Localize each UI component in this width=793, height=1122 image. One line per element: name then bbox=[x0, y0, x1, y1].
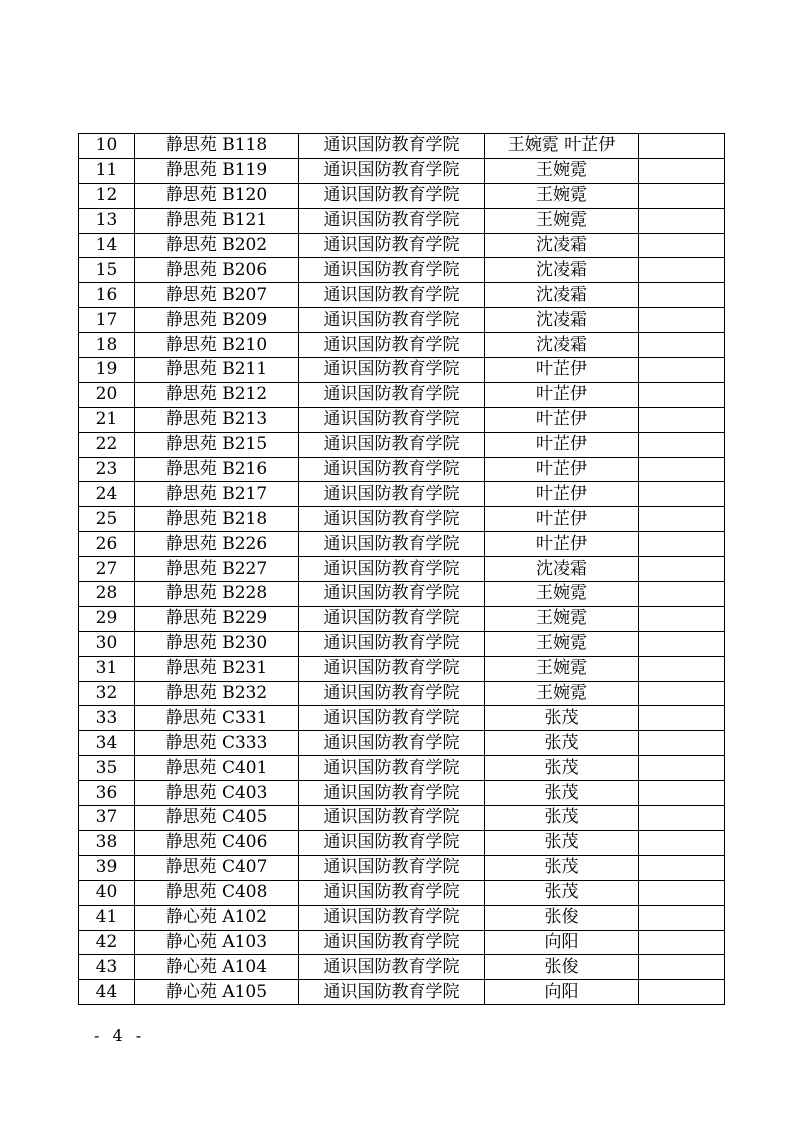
note-cell bbox=[639, 606, 725, 631]
room-cell: 静思苑 B213 bbox=[135, 407, 299, 432]
table-row bbox=[79, 183, 725, 208]
person-cell: 叶芷伊 bbox=[485, 432, 639, 457]
college-cell: 通识国防教育学院 bbox=[299, 731, 485, 756]
college-cell: 通识国防教育学院 bbox=[299, 930, 485, 955]
person-cell: 张茂 bbox=[485, 806, 639, 831]
room-cell: 静思苑 C401 bbox=[135, 756, 299, 781]
college-cell: 通识国防教育学院 bbox=[299, 407, 485, 432]
table-row bbox=[79, 532, 725, 557]
person-cell: 叶芷伊 bbox=[485, 532, 639, 557]
note-cell bbox=[639, 457, 725, 482]
table-row bbox=[79, 134, 725, 159]
note-cell bbox=[639, 183, 725, 208]
table-row bbox=[79, 731, 725, 756]
room-cell: 静思苑 C405 bbox=[135, 806, 299, 831]
note-cell bbox=[639, 308, 725, 333]
note-cell bbox=[639, 706, 725, 731]
note-cell bbox=[639, 158, 725, 183]
note-cell bbox=[639, 582, 725, 607]
room-cell: 静思苑 B207 bbox=[135, 283, 299, 308]
row-number-cell: 33 bbox=[79, 706, 135, 731]
college-cell: 通识国防教育学院 bbox=[299, 631, 485, 656]
note-cell bbox=[639, 134, 725, 159]
row-number-cell: 18 bbox=[79, 333, 135, 358]
note-cell bbox=[639, 806, 725, 831]
row-number-cell: 36 bbox=[79, 781, 135, 806]
row-number-cell: 12 bbox=[79, 183, 135, 208]
row-number-cell: 39 bbox=[79, 855, 135, 880]
table-row bbox=[79, 656, 725, 681]
note-cell bbox=[639, 382, 725, 407]
room-cell: 静思苑 B202 bbox=[135, 233, 299, 258]
college-cell: 通识国防教育学院 bbox=[299, 358, 485, 383]
table-row bbox=[79, 407, 725, 432]
college-cell: 通识国防教育学院 bbox=[299, 258, 485, 283]
room-assignment-table bbox=[78, 133, 725, 1005]
person-cell: 沈凌霜 bbox=[485, 333, 639, 358]
room-cell: 静思苑 B118 bbox=[135, 134, 299, 159]
room-cell: 静思苑 B212 bbox=[135, 382, 299, 407]
note-cell bbox=[639, 681, 725, 706]
person-cell: 王婉霓 bbox=[485, 656, 639, 681]
table-row bbox=[79, 980, 725, 1005]
table-row bbox=[79, 432, 725, 457]
row-number-cell: 30 bbox=[79, 631, 135, 656]
row-number-cell: 22 bbox=[79, 432, 135, 457]
college-cell: 通识国防教育学院 bbox=[299, 880, 485, 905]
table-body bbox=[79, 134, 725, 1005]
college-cell: 通识国防教育学院 bbox=[299, 158, 485, 183]
person-cell: 王婉霓 bbox=[485, 582, 639, 607]
table-row bbox=[79, 706, 725, 731]
person-cell: 张茂 bbox=[485, 880, 639, 905]
person-cell: 沈凌霜 bbox=[485, 308, 639, 333]
note-cell bbox=[639, 233, 725, 258]
room-cell: 静思苑 B209 bbox=[135, 308, 299, 333]
college-cell: 通识国防教育学院 bbox=[299, 905, 485, 930]
table-row bbox=[79, 233, 725, 258]
note-cell bbox=[639, 333, 725, 358]
note-cell bbox=[639, 482, 725, 507]
row-number-cell: 42 bbox=[79, 930, 135, 955]
note-cell bbox=[639, 283, 725, 308]
college-cell: 通识国防教育学院 bbox=[299, 457, 485, 482]
row-number-cell: 25 bbox=[79, 507, 135, 532]
room-cell: 静思苑 B211 bbox=[135, 358, 299, 383]
college-cell: 通识国防教育学院 bbox=[299, 656, 485, 681]
row-number-cell: 35 bbox=[79, 756, 135, 781]
college-cell: 通识国防教育学院 bbox=[299, 208, 485, 233]
room-cell: 静心苑 A105 bbox=[135, 980, 299, 1005]
table-row bbox=[79, 631, 725, 656]
person-cell: 沈凌霜 bbox=[485, 283, 639, 308]
note-cell bbox=[639, 631, 725, 656]
college-cell: 通识国防教育学院 bbox=[299, 183, 485, 208]
person-cell: 叶芷伊 bbox=[485, 457, 639, 482]
person-cell: 沈凌霜 bbox=[485, 233, 639, 258]
college-cell: 通识国防教育学院 bbox=[299, 855, 485, 880]
college-cell: 通识国防教育学院 bbox=[299, 806, 485, 831]
room-cell: 静心苑 A102 bbox=[135, 905, 299, 930]
table-row bbox=[79, 557, 725, 582]
row-number-cell: 17 bbox=[79, 308, 135, 333]
person-cell: 王婉霓 bbox=[485, 158, 639, 183]
row-number-cell: 27 bbox=[79, 557, 135, 582]
row-number-cell: 26 bbox=[79, 532, 135, 557]
note-cell bbox=[639, 507, 725, 532]
table-row bbox=[79, 283, 725, 308]
table-row bbox=[79, 382, 725, 407]
note-cell bbox=[639, 358, 725, 383]
person-cell: 叶芷伊 bbox=[485, 382, 639, 407]
college-cell: 通识国防教育学院 bbox=[299, 706, 485, 731]
college-cell: 通识国防教育学院 bbox=[299, 432, 485, 457]
row-number-cell: 37 bbox=[79, 806, 135, 831]
room-cell: 静思苑 C407 bbox=[135, 855, 299, 880]
note-cell bbox=[639, 830, 725, 855]
person-cell: 张茂 bbox=[485, 830, 639, 855]
note-cell bbox=[639, 557, 725, 582]
table-row bbox=[79, 880, 725, 905]
person-cell: 王婉霓 叶芷伊 bbox=[485, 134, 639, 159]
note-cell bbox=[639, 980, 725, 1005]
college-cell: 通识国防教育学院 bbox=[299, 482, 485, 507]
note-cell bbox=[639, 756, 725, 781]
college-cell: 通识国防教育学院 bbox=[299, 134, 485, 159]
table-row bbox=[79, 606, 725, 631]
row-number-cell: 29 bbox=[79, 606, 135, 631]
college-cell: 通识国防教育学院 bbox=[299, 507, 485, 532]
table-row bbox=[79, 781, 725, 806]
row-number-cell: 43 bbox=[79, 955, 135, 980]
college-cell: 通识国防教育学院 bbox=[299, 980, 485, 1005]
room-cell: 静思苑 B229 bbox=[135, 606, 299, 631]
table-row bbox=[79, 830, 725, 855]
table-row bbox=[79, 158, 725, 183]
person-cell: 王婉霓 bbox=[485, 208, 639, 233]
table-row bbox=[79, 208, 725, 233]
row-number-cell: 41 bbox=[79, 905, 135, 930]
person-cell: 张茂 bbox=[485, 756, 639, 781]
college-cell: 通识国防教育学院 bbox=[299, 283, 485, 308]
row-number-cell: 28 bbox=[79, 582, 135, 607]
room-cell: 静思苑 B218 bbox=[135, 507, 299, 532]
table-row bbox=[79, 930, 725, 955]
row-number-cell: 44 bbox=[79, 980, 135, 1005]
person-cell: 叶芷伊 bbox=[485, 407, 639, 432]
college-cell: 通识国防教育学院 bbox=[299, 308, 485, 333]
note-cell bbox=[639, 731, 725, 756]
room-cell: 静思苑 C406 bbox=[135, 830, 299, 855]
room-cell: 静思苑 B210 bbox=[135, 333, 299, 358]
row-number-cell: 31 bbox=[79, 656, 135, 681]
table-row bbox=[79, 582, 725, 607]
table-row bbox=[79, 482, 725, 507]
person-cell: 沈凌霜 bbox=[485, 258, 639, 283]
table-row bbox=[79, 756, 725, 781]
room-cell: 静心苑 A104 bbox=[135, 955, 299, 980]
room-cell: 静思苑 B227 bbox=[135, 557, 299, 582]
room-cell: 静思苑 C408 bbox=[135, 880, 299, 905]
college-cell: 通识国防教育学院 bbox=[299, 681, 485, 706]
page-number: - 4 - bbox=[94, 1026, 146, 1045]
row-number-cell: 20 bbox=[79, 382, 135, 407]
person-cell: 张茂 bbox=[485, 731, 639, 756]
person-cell: 叶芷伊 bbox=[485, 507, 639, 532]
table-row bbox=[79, 333, 725, 358]
college-cell: 通识国防教育学院 bbox=[299, 333, 485, 358]
row-number-cell: 21 bbox=[79, 407, 135, 432]
person-cell: 张茂 bbox=[485, 855, 639, 880]
person-cell: 张茂 bbox=[485, 781, 639, 806]
room-cell: 静思苑 C403 bbox=[135, 781, 299, 806]
college-cell: 通识国防教育学院 bbox=[299, 606, 485, 631]
room-cell: 静思苑 B120 bbox=[135, 183, 299, 208]
note-cell bbox=[639, 407, 725, 432]
room-cell: 静思苑 B217 bbox=[135, 482, 299, 507]
row-number-cell: 15 bbox=[79, 258, 135, 283]
college-cell: 通识国防教育学院 bbox=[299, 382, 485, 407]
college-cell: 通识国防教育学院 bbox=[299, 781, 485, 806]
note-cell bbox=[639, 880, 725, 905]
college-cell: 通识国防教育学院 bbox=[299, 955, 485, 980]
note-cell bbox=[639, 656, 725, 681]
row-number-cell: 40 bbox=[79, 880, 135, 905]
room-cell: 静思苑 B230 bbox=[135, 631, 299, 656]
room-cell: 静思苑 B206 bbox=[135, 258, 299, 283]
college-cell: 通识国防教育学院 bbox=[299, 557, 485, 582]
person-cell: 沈凌霜 bbox=[485, 557, 639, 582]
room-cell: 静思苑 C333 bbox=[135, 731, 299, 756]
table-row bbox=[79, 258, 725, 283]
room-cell: 静思苑 B226 bbox=[135, 532, 299, 557]
room-cell: 静思苑 C331 bbox=[135, 706, 299, 731]
note-cell bbox=[639, 258, 725, 283]
college-cell: 通识国防教育学院 bbox=[299, 233, 485, 258]
person-cell: 张俊 bbox=[485, 905, 639, 930]
table-row bbox=[79, 308, 725, 333]
table-row bbox=[79, 358, 725, 383]
note-cell bbox=[639, 905, 725, 930]
table-row bbox=[79, 681, 725, 706]
person-cell: 张俊 bbox=[485, 955, 639, 980]
row-number-cell: 19 bbox=[79, 358, 135, 383]
person-cell: 张茂 bbox=[485, 706, 639, 731]
row-number-cell: 38 bbox=[79, 830, 135, 855]
note-cell bbox=[639, 855, 725, 880]
note-cell bbox=[639, 955, 725, 980]
person-cell: 向阳 bbox=[485, 980, 639, 1005]
row-number-cell: 10 bbox=[79, 134, 135, 159]
room-cell: 静思苑 B121 bbox=[135, 208, 299, 233]
row-number-cell: 13 bbox=[79, 208, 135, 233]
person-cell: 王婉霓 bbox=[485, 183, 639, 208]
room-cell: 静思苑 B215 bbox=[135, 432, 299, 457]
note-cell bbox=[639, 208, 725, 233]
room-cell: 静心苑 A103 bbox=[135, 930, 299, 955]
person-cell: 王婉霓 bbox=[485, 631, 639, 656]
college-cell: 通识国防教育学院 bbox=[299, 756, 485, 781]
person-cell: 叶芷伊 bbox=[485, 482, 639, 507]
table-row bbox=[79, 905, 725, 930]
note-cell bbox=[639, 532, 725, 557]
note-cell bbox=[639, 781, 725, 806]
person-cell: 王婉霓 bbox=[485, 681, 639, 706]
college-cell: 通识国防教育学院 bbox=[299, 830, 485, 855]
row-number-cell: 23 bbox=[79, 457, 135, 482]
row-number-cell: 11 bbox=[79, 158, 135, 183]
table-row bbox=[79, 855, 725, 880]
room-cell: 静思苑 B119 bbox=[135, 158, 299, 183]
table-row bbox=[79, 507, 725, 532]
row-number-cell: 16 bbox=[79, 283, 135, 308]
row-number-cell: 32 bbox=[79, 681, 135, 706]
table-row bbox=[79, 806, 725, 831]
table-row bbox=[79, 955, 725, 980]
table-row bbox=[79, 457, 725, 482]
person-cell: 向阳 bbox=[485, 930, 639, 955]
room-cell: 静思苑 B216 bbox=[135, 457, 299, 482]
person-cell: 王婉霓 bbox=[485, 606, 639, 631]
note-cell bbox=[639, 432, 725, 457]
person-cell: 叶芷伊 bbox=[485, 358, 639, 383]
room-cell: 静思苑 B228 bbox=[135, 582, 299, 607]
note-cell bbox=[639, 930, 725, 955]
room-cell: 静思苑 B231 bbox=[135, 656, 299, 681]
row-number-cell: 14 bbox=[79, 233, 135, 258]
college-cell: 通识国防教育学院 bbox=[299, 582, 485, 607]
row-number-cell: 34 bbox=[79, 731, 135, 756]
room-cell: 静思苑 B232 bbox=[135, 681, 299, 706]
college-cell: 通识国防教育学院 bbox=[299, 532, 485, 557]
row-number-cell: 24 bbox=[79, 482, 135, 507]
